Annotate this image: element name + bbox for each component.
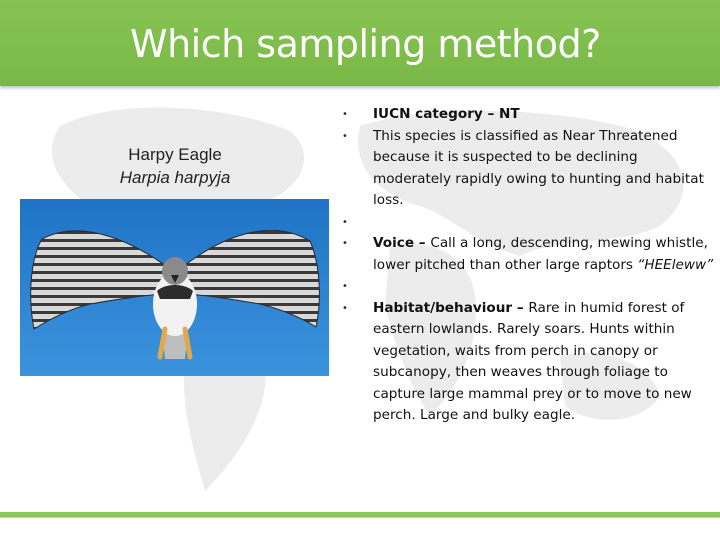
- fact-text: Rare in humid forest of eastern lowlands. Rarely soars. Hunts within vegetation, waits from perch in canopy or subcanopy, then weaves through foliage to capture large mammal prey or to move to new perch. Large and bulky eagle.: [373, 299, 692, 423]
- list-item: [342, 233, 714, 276]
- bullet-icon: •: [342, 302, 348, 314]
- harpy-eagle-photo: [20, 199, 329, 376]
- footer-divider-shadow: [0, 517, 720, 518]
- bullet-icon: •: [342, 216, 348, 228]
- bullet-icon: •: [342, 281, 348, 292]
- species-scientific-name: Harpia harpyja: [119, 168, 231, 187]
- fact-text: Call a long, descending, mewing whistle, lower pitched than other large raptors: [373, 235, 708, 273]
- bullet-icon: •: [342, 238, 348, 249]
- fact-text: This species is classified as Near Threatened because it is suspected to be declining moderately rapidly owing to hunting and habitat loss.: [373, 127, 704, 208]
- list-item: [342, 298, 714, 427]
- facts-list: [342, 104, 714, 427]
- fact-label: Voice –: [373, 235, 431, 251]
- title-bar: [0, 0, 720, 86]
- slide-title: Which sampling method?: [130, 22, 601, 66]
- fact-label: IUCN category – NT: [373, 106, 520, 122]
- list-item: [342, 104, 714, 126]
- list-item: [342, 212, 714, 234]
- fact-label: Habitat/behaviour –: [373, 299, 529, 316]
- bullet-icon: •: [342, 130, 348, 142]
- list-item: [342, 126, 714, 212]
- bullet-icon: •: [342, 109, 348, 120]
- list-item: [342, 276, 714, 298]
- fact-quote: “HEEleww”: [637, 256, 714, 273]
- species-common-name: Harpy Eagle: [128, 145, 222, 164]
